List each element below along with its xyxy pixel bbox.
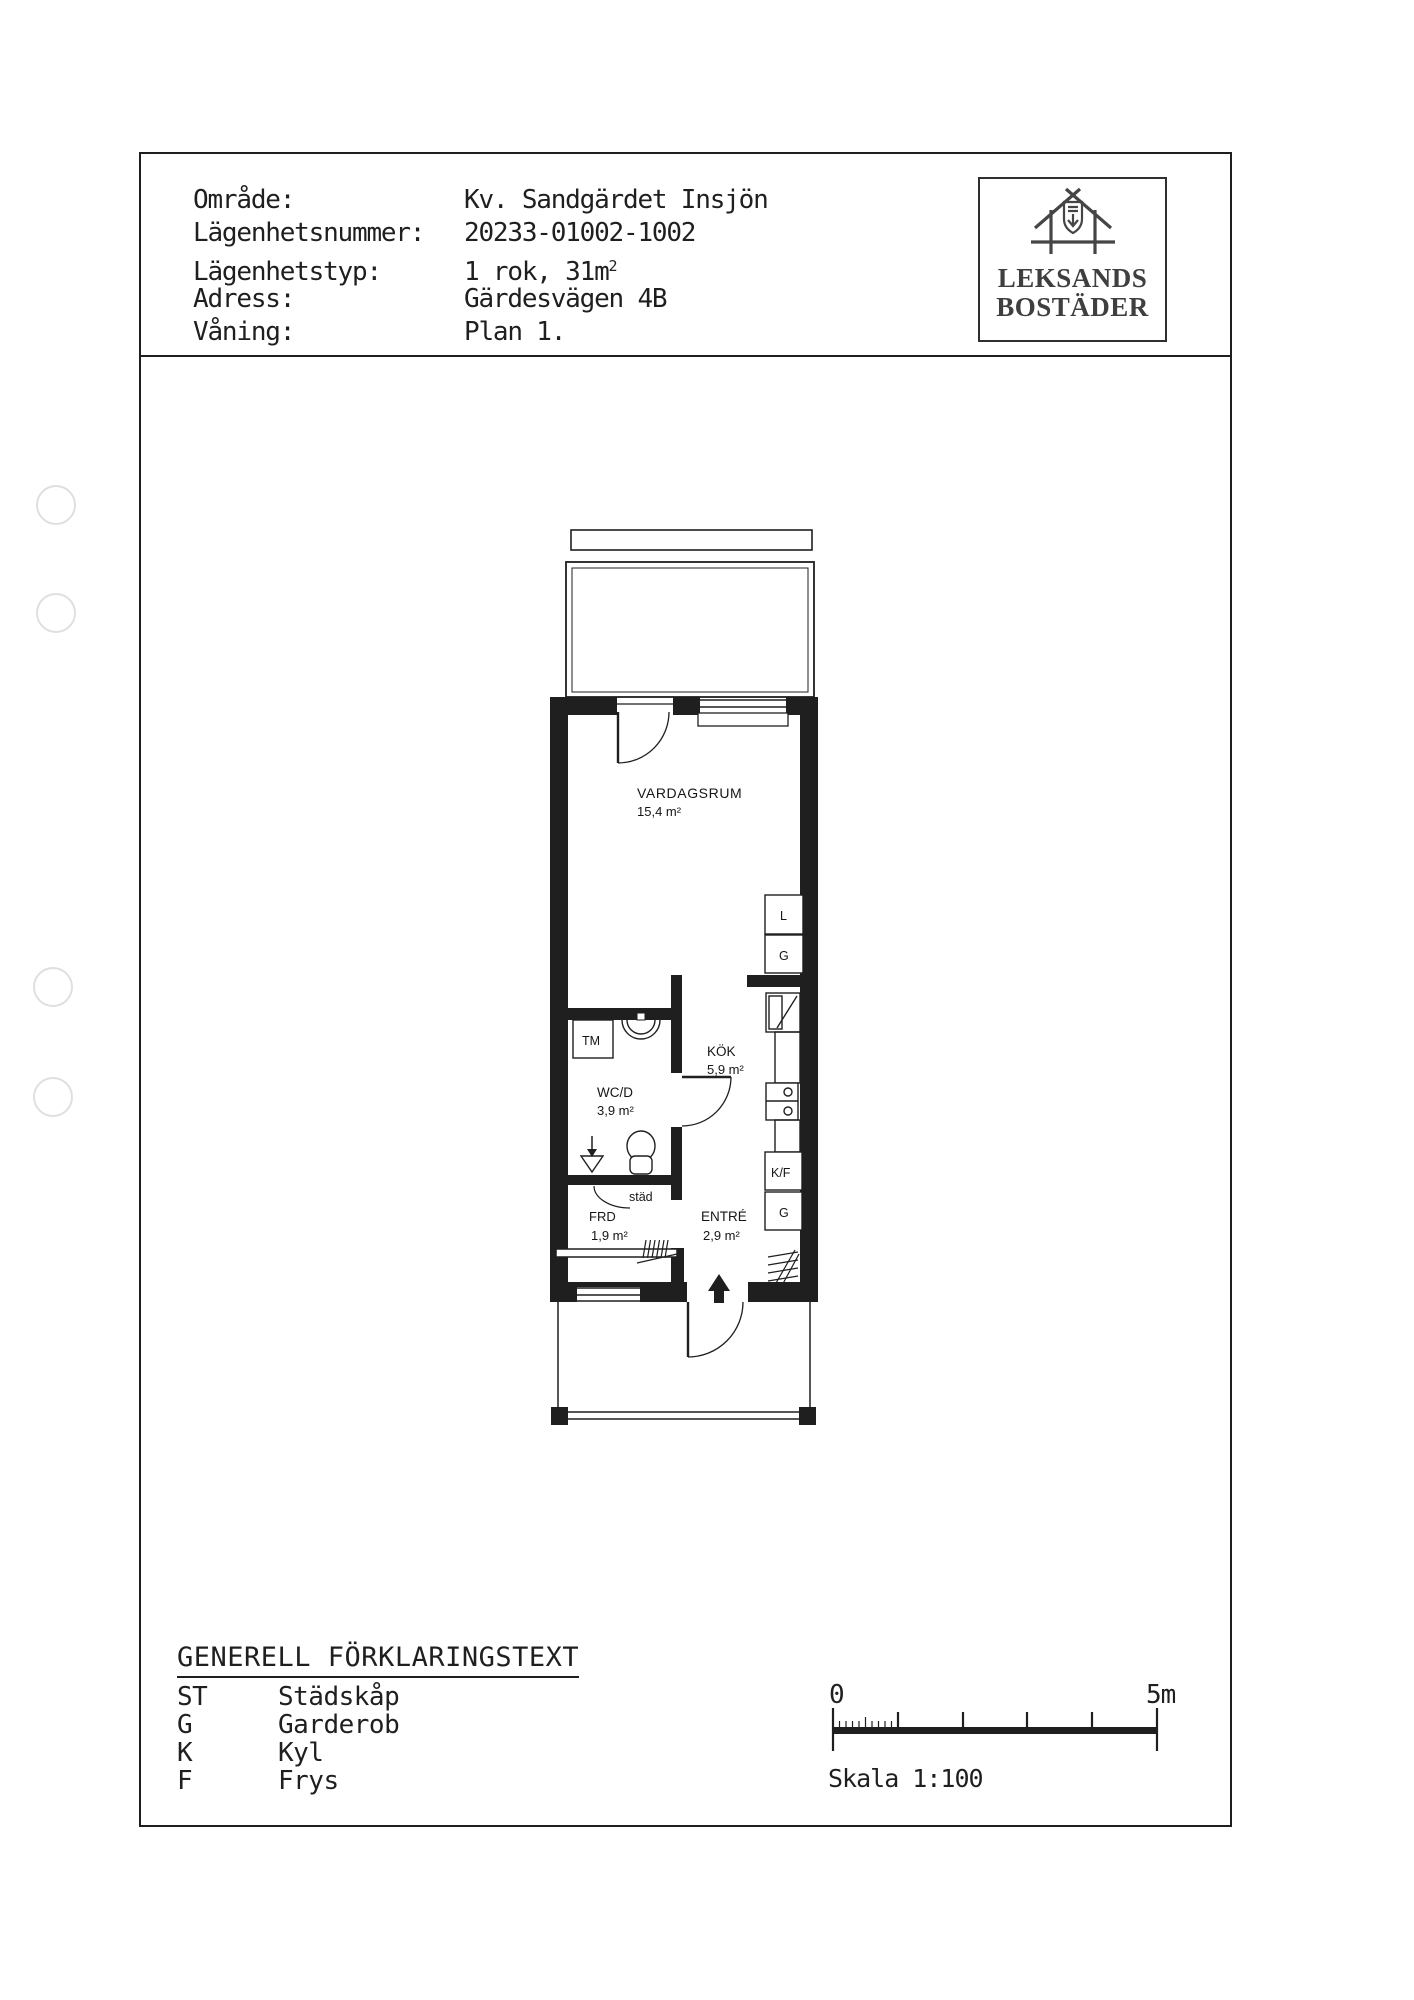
legend-title: GENERELL FÖRKLARINGSTEXT	[177, 1642, 579, 1678]
logo-line2: BOSTÄDER	[996, 292, 1149, 322]
walls	[550, 697, 818, 1425]
logo-line1: LEKSANDS	[997, 263, 1148, 293]
punch-hole	[33, 1077, 73, 1117]
header-row-vaning	[193, 316, 768, 349]
legend-abbr: K	[177, 1738, 193, 1768]
room-label-frd: FRD	[589, 1209, 616, 1224]
scale-zero-label: 0	[829, 1680, 845, 1710]
legend-item-st	[177, 1683, 579, 1711]
kitchen-fixtures	[765, 993, 802, 1230]
legend-desc: Frys	[278, 1766, 339, 1796]
label-washing-machine: TM	[582, 1034, 601, 1048]
leksands-bostader-logo	[978, 177, 1167, 342]
floor-drain	[581, 1156, 603, 1172]
title-block	[193, 184, 768, 349]
entrance-door	[688, 1302, 743, 1357]
scale-bar	[820, 1700, 1170, 1760]
punch-hole	[36, 485, 76, 525]
room-label-entre: ENTRÉ	[701, 1209, 747, 1224]
room-area-kok: 5,9 m²	[707, 1062, 744, 1077]
room-area-vardagsrum: 15,4 m²	[637, 804, 682, 819]
room-label-wcd: WC/D	[597, 1085, 633, 1100]
kitchen-counter	[775, 1120, 800, 1152]
legend-item-k	[177, 1739, 579, 1767]
header-row-lagenhetstyp	[193, 250, 768, 287]
legend	[177, 1642, 579, 1795]
header-row-omrade	[193, 184, 768, 217]
frd-partition	[556, 1249, 677, 1257]
legend-abbr: G	[177, 1710, 193, 1740]
field-label: Lägenhetsnummer:	[193, 218, 425, 248]
squared-superscript: 2	[608, 257, 617, 275]
balcony-top	[566, 530, 814, 697]
header-row-adress	[193, 283, 768, 316]
legend-desc: Kyl	[278, 1738, 324, 1768]
field-label: Område:	[193, 185, 295, 215]
kitchen-counter	[775, 1032, 800, 1083]
punch-hole	[36, 593, 76, 633]
field-label: Adress:	[193, 284, 295, 314]
field-label: Lägenhetstyp:	[193, 257, 381, 287]
label-wardrobe-top: G	[779, 949, 789, 963]
field-value: Plan 1.	[464, 317, 566, 347]
header-row-lagenhetsnummer	[193, 217, 768, 250]
legend-abbr: F	[177, 1766, 193, 1796]
label-stad: städ	[629, 1190, 653, 1204]
label-linen-closet: L	[780, 909, 787, 923]
wcd-door	[682, 1077, 731, 1126]
entrance-porch	[558, 1302, 810, 1419]
scale-caption: Skala 1:100	[828, 1764, 983, 1793]
legend-desc: Städskåp	[278, 1682, 400, 1712]
field-label: Våning:	[193, 317, 295, 347]
scale-five-label: 5m	[1146, 1680, 1176, 1710]
legend-item-g	[177, 1711, 579, 1739]
room-label-vardagsrum: VARDAGSRUM	[637, 785, 743, 801]
punch-hole	[33, 967, 73, 1007]
field-value: Gärdesvägen 4B	[464, 284, 667, 314]
field-value: 20233-01002-1002	[464, 218, 696, 248]
label-fridge-freezer: K/F	[771, 1166, 791, 1180]
field-value: Kv. Sandgärdet Insjön	[464, 185, 768, 215]
timber-house-icon	[1021, 184, 1125, 260]
legend-items	[177, 1683, 579, 1795]
legend-abbr: ST	[177, 1682, 208, 1712]
room-area-entre: 2,9 m²	[703, 1228, 740, 1243]
window-top	[700, 700, 788, 714]
room-area-frd: 1,9 m²	[591, 1228, 628, 1243]
stad-door-swing	[594, 1186, 630, 1208]
balcony-door	[617, 704, 673, 763]
legend-item-f	[177, 1767, 579, 1795]
legend-desc: Garderob	[278, 1710, 400, 1740]
entrance-arrow-icon	[708, 1274, 730, 1303]
room-label-kok: KÖK	[707, 1044, 736, 1059]
window-bottom	[577, 1288, 640, 1301]
label-wardrobe-hall: G	[779, 1206, 789, 1220]
window-sill	[698, 713, 788, 726]
header-divider-line	[139, 355, 1232, 357]
floorplan-drawing	[540, 520, 840, 1450]
field-value: 1 rok, 31m	[464, 257, 609, 287]
room-area-wcd: 3,9 m²	[597, 1103, 634, 1118]
